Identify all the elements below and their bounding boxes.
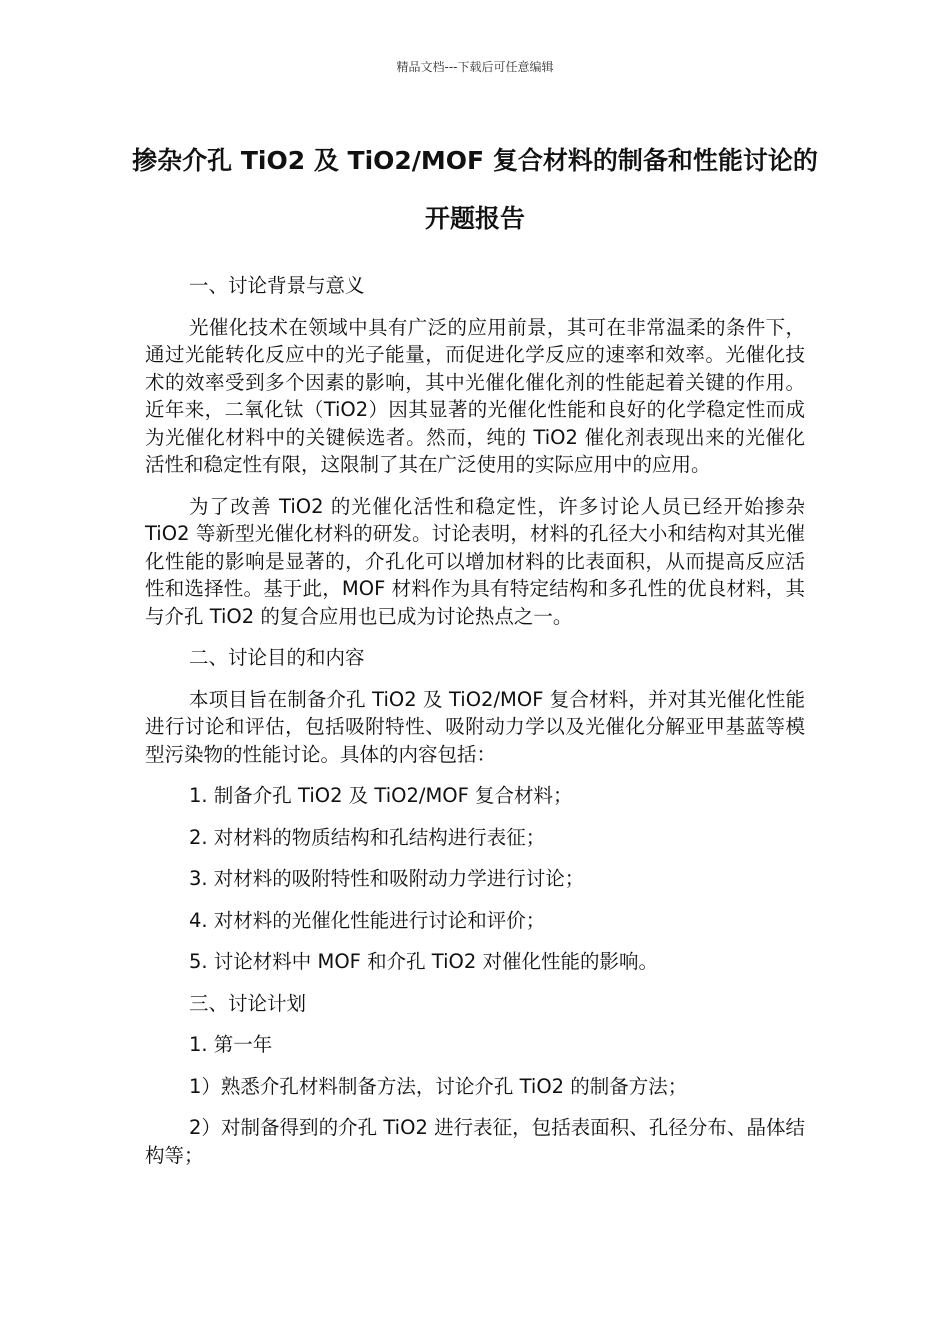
- list-item: 2. 对材料的物质结构和孔结构进行表征；: [189, 825, 546, 849]
- list-item: 4. 对材料的光催化性能进行讨论和评价；: [189, 908, 546, 932]
- paragraph-background-2: 为了改善 TiO2 的光催化活性和稳定性，许多讨论人员已经开始掺杂 TiO2 等新型光催化材料的研发。讨论表明，材料的孔径大小和结构对其光催化性能的影响是显著的，介孔化可以增加材料的比表面积，从而提高反应活性和选择性。基于此，MOF 材料作为具有特定结构和多孔性的优良材料，其与介孔 TiO2 的复合应用也已成为讨论热点之一。: [145, 494, 805, 628]
- document-body: [145, 272, 805, 1183]
- plan-year-label: 1. 第一年: [189, 1033, 273, 1056]
- document-title: 掺杂介孔 TiO2 及 TiO2/MOF 复合材料的制备和性能讨论的开题报告: [132, 146, 818, 233]
- list-item: 3. 对材料的吸附特性和吸附动力学进行讨论；: [189, 867, 585, 890]
- paragraph-purpose: 本项目旨在制备介孔 TiO2 及 TiO2/MOF 复合材料，并对其光催化性能进行讨论和评估，包括吸附特性、吸附动力学以及光催化分解亚甲基蓝等模型污染物的性能讨论。具体的内容包括：: [145, 687, 805, 766]
- list-item: 1. 制备介孔 TiO2 及 TiO2/MOF 复合材料；: [189, 784, 573, 807]
- plan-item: 2）对制备得到的介孔 TiO2 进行表征，包括表面积、孔径分布、晶体结构等；: [145, 1116, 805, 1167]
- section-heading-purpose: 二、讨论目的和内容: [189, 646, 365, 669]
- section-heading-background: 一、讨论背景与意义: [189, 274, 365, 297]
- list-item: 5. 讨论材料中 MOF 和介孔 TiO2 对催化性能的影响。: [189, 950, 658, 973]
- page-header: 精品文档---下载后可任意编辑: [396, 60, 554, 74]
- plan-item: 1）熟悉介孔材料制备方法，讨论介孔 TiO2 的制备方法；: [189, 1074, 688, 1098]
- paragraph-background-1: 光催化技术在领域中具有广泛的应用前景，其可在非常温柔的条件下，通过光能转化反应中的光子能量，而促进化学反应的速率和效率。光催化技术的效率受到多个因素的影响，其中光催化催化剂的性能起着关键的作用。近年来，二氧化钛（TiO2）因其显著的光催化性能和良好的化学稳定性而成为光催化材料中的关键候选者。然而，纯的 TiO2 催化剂表现出来的光催化活性和稳定性有限，这限制了其在广泛使用的实际应用中的应用。: [145, 315, 805, 476]
- section-heading-plan: 三、讨论计划: [189, 991, 307, 1015]
